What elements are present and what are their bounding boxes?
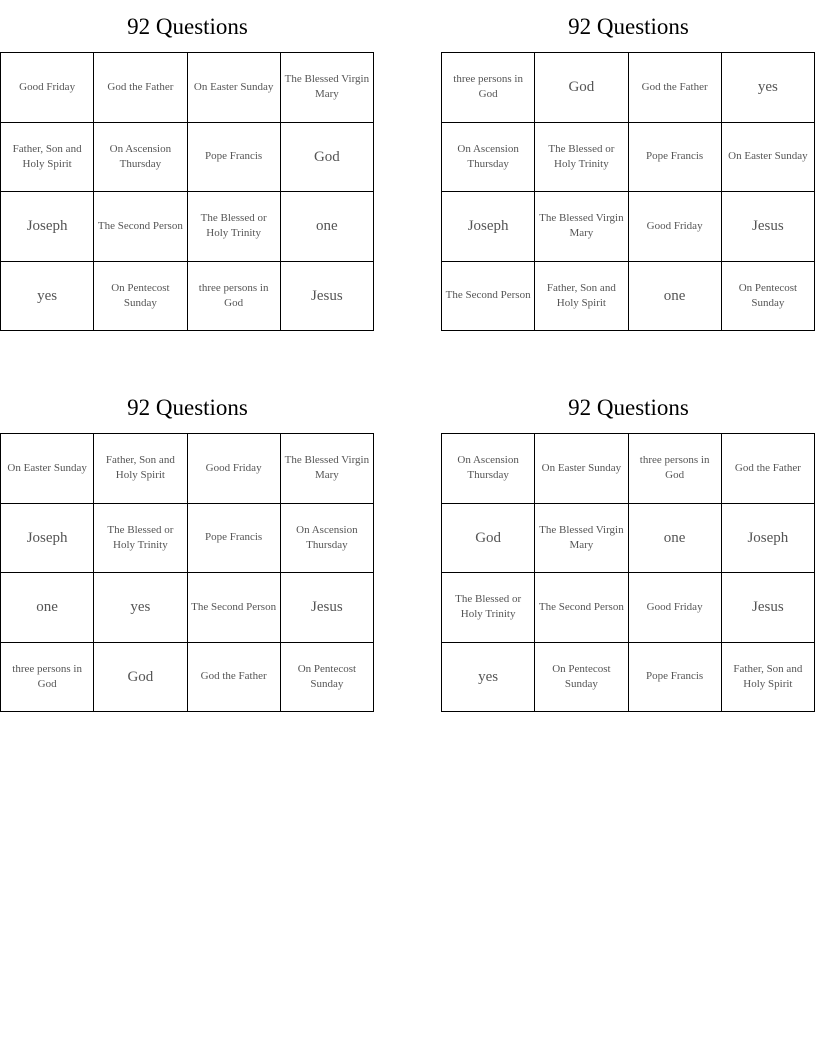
grid-cell: The Second Person — [94, 192, 187, 262]
grid-cell: The Blessed or Holy Trinity — [187, 192, 280, 262]
grid-cell: On Easter Sunday — [535, 434, 628, 504]
grid-cell: three persons in God — [442, 53, 535, 123]
grid-cell: yes — [721, 53, 814, 123]
grid-cell: three persons in God — [628, 434, 721, 504]
grid-row — [442, 503, 815, 573]
grid-row — [1, 573, 374, 643]
grid-cell: The Blessed Virgin Mary — [535, 503, 628, 573]
grid-cell: The Second Person — [187, 573, 280, 643]
grid-cell: three persons in God — [1, 642, 94, 712]
grid-cell: Jesus — [280, 573, 373, 643]
grid-cell: On Ascension Thursday — [442, 122, 535, 192]
bingo-card-2 — [441, 12, 816, 309]
grid-cell: three persons in God — [187, 261, 280, 331]
grid-cell: The Blessed or Holy Trinity — [535, 122, 628, 192]
grid-cell: The Blessed Virgin Mary — [280, 434, 373, 504]
grid-cell: Jesus — [280, 261, 373, 331]
grid-row — [442, 122, 815, 192]
grid-cell: Pope Francis — [187, 122, 280, 192]
grid-cell: On Ascension Thursday — [94, 122, 187, 192]
grid-cell: one — [628, 503, 721, 573]
card-title: 92 Questions — [127, 14, 248, 39]
grid-cell: yes — [442, 642, 535, 712]
grid-row — [442, 434, 815, 504]
card-title: 92 Questions — [568, 14, 689, 39]
grid-cell: Pope Francis — [628, 642, 721, 712]
grid-cell: On Ascension Thursday — [442, 434, 535, 504]
grid-cell: God — [535, 53, 628, 123]
grid-cell: God the Father — [187, 642, 280, 712]
grid-cell: Good Friday — [628, 573, 721, 643]
grid-cell: Good Friday — [187, 434, 280, 504]
grid-cell: Good Friday — [1, 53, 94, 123]
bingo-grid — [441, 52, 815, 331]
card-title: 92 Questions — [127, 395, 248, 420]
grid-cell: Father, Son and Holy Spirit — [721, 642, 814, 712]
grid-row — [1, 503, 374, 573]
grid-cell: On Ascension Thursday — [280, 503, 373, 573]
grid-cell: On Pentecost Sunday — [535, 642, 628, 712]
grid-cell: Joseph — [442, 192, 535, 262]
grid-row — [1, 53, 374, 123]
bingo-card-4 — [441, 393, 816, 690]
grid-cell: On Easter Sunday — [187, 53, 280, 123]
grid-row — [1, 261, 374, 331]
card-title: 92 Questions — [568, 395, 689, 420]
grid-row — [1, 434, 374, 504]
grid-row — [1, 642, 374, 712]
grid-cell: Father, Son and Holy Spirit — [94, 434, 187, 504]
bingo-grid — [0, 52, 374, 331]
grid-cell: Joseph — [721, 503, 814, 573]
grid-cell: On Pentecost Sunday — [280, 642, 373, 712]
grid-cell: Joseph — [1, 192, 94, 262]
grid-cell: The Blessed or Holy Trinity — [442, 573, 535, 643]
grid-cell: God — [442, 503, 535, 573]
grid-cell: Pope Francis — [187, 503, 280, 573]
grid-cell: On Easter Sunday — [1, 434, 94, 504]
grid-cell: yes — [1, 261, 94, 331]
bingo-card-1 — [0, 12, 375, 309]
grid-cell: On Pentecost Sunday — [721, 261, 814, 331]
grid-cell: God the Father — [628, 53, 721, 123]
grid-cell: On Easter Sunday — [721, 122, 814, 192]
grid-cell: Jesus — [721, 192, 814, 262]
bingo-grid — [0, 433, 374, 712]
grid-cell: God — [94, 642, 187, 712]
grid-row — [1, 192, 374, 262]
grid-cell: Father, Son and Holy Spirit — [1, 122, 94, 192]
grid-cell: God the Father — [94, 53, 187, 123]
grid-cell: God — [280, 122, 373, 192]
grid-cell: God the Father — [721, 434, 814, 504]
grid-row — [442, 53, 815, 123]
grid-cell: On Pentecost Sunday — [94, 261, 187, 331]
grid-cell: Father, Son and Holy Spirit — [535, 261, 628, 331]
grid-cell: The Blessed Virgin Mary — [535, 192, 628, 262]
grid-cell: one — [280, 192, 373, 262]
grid-row — [442, 192, 815, 262]
grid-cell: The Second Person — [442, 261, 535, 331]
grid-cell: Jesus — [721, 573, 814, 643]
grid-cell: The Blessed Virgin Mary — [280, 53, 373, 123]
grid-cell: one — [1, 573, 94, 643]
grid-row — [442, 573, 815, 643]
grid-cell: Pope Francis — [628, 122, 721, 192]
grid-cell: Good Friday — [628, 192, 721, 262]
grid-cell: The Second Person — [535, 573, 628, 643]
grid-cell: yes — [94, 573, 187, 643]
grid-cell: The Blessed or Holy Trinity — [94, 503, 187, 573]
grid-row — [442, 261, 815, 331]
grid-cell: Joseph — [1, 503, 94, 573]
bingo-card-3 — [0, 393, 375, 690]
bingo-grid — [441, 433, 815, 712]
grid-row — [442, 642, 815, 712]
grid-row — [1, 122, 374, 192]
grid-cell: one — [628, 261, 721, 331]
